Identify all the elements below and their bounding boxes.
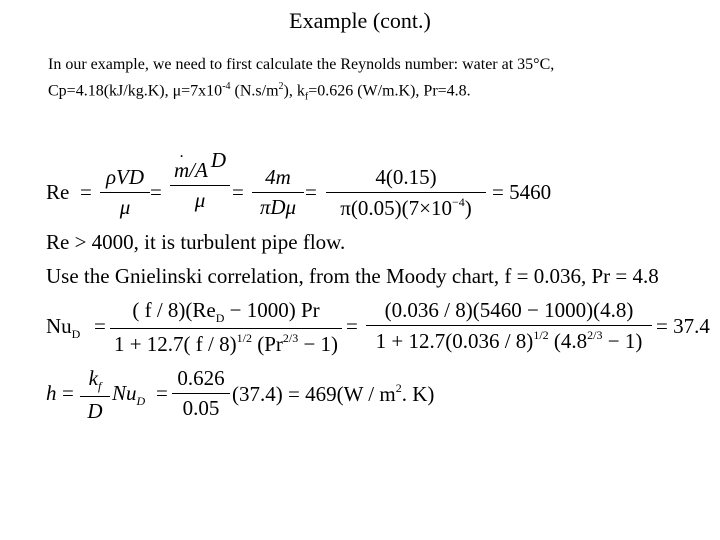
intro-line-2: Cp=4.18(kJ/kg.K), $\mu=7x10^{-4}$ $(N.s/m^2)$, $k_f=0.626$ (W/m.K), Pr=4.8. — [48, 81, 471, 103]
nu-numeric-fraction: (0.036 / 8)(5460 − 1000)(4.8) 1 + 12.7(0.036 / 8)$^{1/2}$ $(4.8^{2/3} - 1)$ — [366, 298, 652, 354]
equals-sign: = — [346, 314, 358, 338]
nu-lhs: $Nu_D$ — [46, 314, 81, 341]
gnielinski-statement: Use the Gnielinski correlation, from the Moody chart, f = 0.036, Pr = 4.8 — [46, 264, 659, 288]
kf-over-d: $k_f$ D — [80, 366, 110, 424]
nu-d-term: $Nu_D$ — [112, 381, 146, 408]
equals-sign: = — [156, 381, 168, 405]
equals-sign: = — [150, 180, 162, 204]
re-term-1: ρVD μ — [100, 165, 150, 220]
re-lhs: Re — [46, 180, 70, 204]
equals-sign: = — [62, 381, 74, 405]
h-result: $(37.4) = 469(W / m^2$. K) — [232, 381, 435, 406]
re-result: = 5460 — [492, 180, 552, 204]
re-term-2: m ./A D μ — [170, 158, 230, 213]
k-over-d-numeric: 0.626 0.05 — [172, 366, 230, 421]
slide-title: Example (cont.) — [289, 8, 431, 33]
re-term-3: 4m πDμ — [252, 165, 304, 220]
equals-sign: = — [232, 180, 244, 204]
re-term-4: 4(0.15) $\pi(0.05)(7\times 10^{-4})$ — [326, 165, 486, 221]
intro-line-1: In our example, we need to first calculate the Reynolds number: water at 35°C, — [48, 56, 555, 73]
nu-generic-fraction: ( $f / 8)(Re_D - 1000)$ Pr 1 + 12.7( f / 8)$^{1/2}$ $(Pr^{2/3} - 1)$ — [110, 298, 342, 357]
turbulent-statement: Re > 4000, it is turbulent pipe flow. — [46, 230, 346, 254]
nu-result: = 37.4 — [656, 314, 710, 338]
h-lhs: h — [46, 381, 57, 405]
equals-sign: = — [305, 180, 317, 204]
equals-sign: = — [80, 180, 92, 204]
equals-sign: = — [94, 314, 106, 338]
